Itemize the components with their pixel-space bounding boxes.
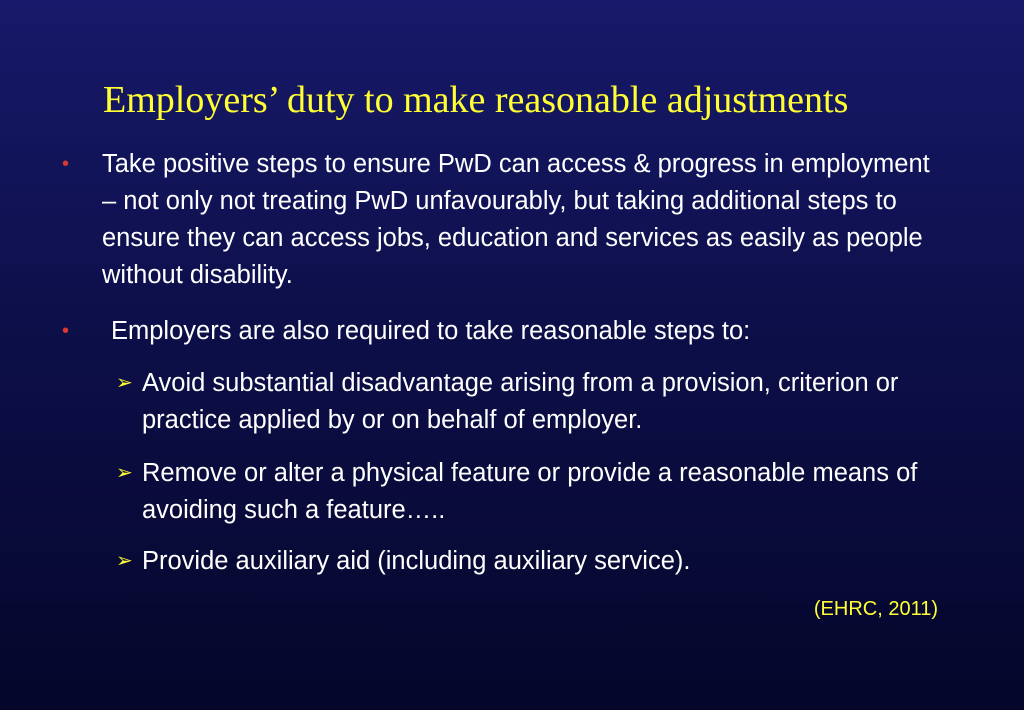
- sub-bullet-item: [116, 365, 946, 439]
- sub-bullet-text: Remove or alter a physical feature or provide a reasonable means of avoiding such a feature…..: [142, 459, 918, 524]
- arrow-bullet-icon: ➢: [116, 462, 133, 484]
- sub-bullet-item: [116, 543, 946, 580]
- sub-bullet-text: Provide auxiliary aid (including auxiliary service).: [142, 547, 691, 575]
- arrow-bullet-icon: ➢: [116, 372, 133, 394]
- bullet-item: [62, 146, 942, 294]
- slide-title: Employers’ duty to make reasonable adjustments: [103, 79, 849, 121]
- bullet-text: Employers are also required to take reasonable steps to:: [111, 317, 751, 345]
- bullet-item: [62, 313, 942, 350]
- citation: (EHRC, 2011): [813, 598, 938, 620]
- sub-bullet-text: Avoid substantial disadvantage arising from a provision, criterion or practice applied by or on behalf of employer.: [142, 369, 899, 434]
- sub-bullet-item: [116, 455, 946, 529]
- bullet-text: Take positive steps to ensure PwD can access & progress in employment – not only not treating PwD unfavourably, but taking additional steps to ensure they can access jobs, education and services as easily as people without disability.: [102, 150, 930, 289]
- bullet-marker: •: [62, 320, 70, 342]
- bullet-marker: •: [62, 153, 70, 175]
- arrow-bullet-icon: ➢: [116, 550, 133, 572]
